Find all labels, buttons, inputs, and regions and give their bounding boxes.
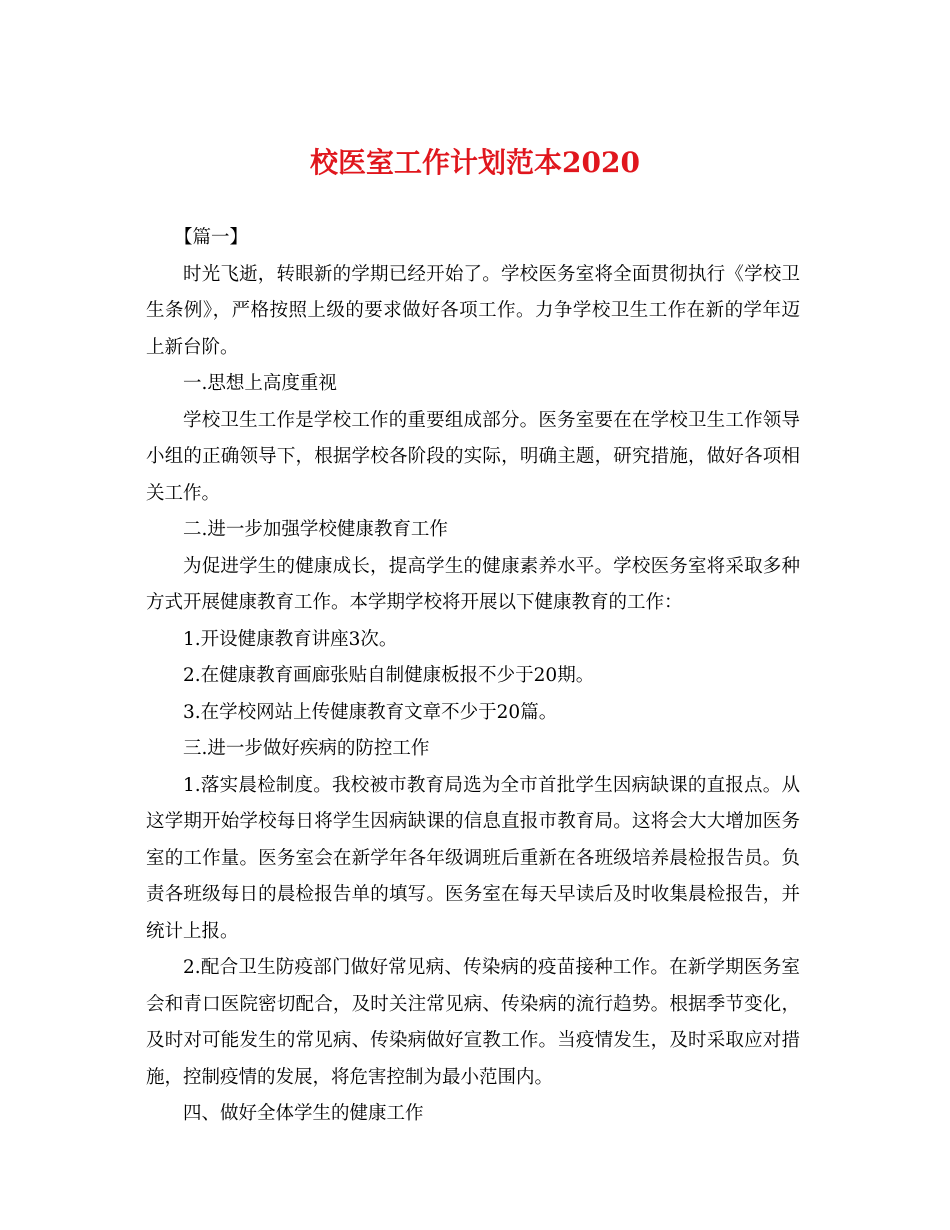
heading-2: 二.进一步加强学校健康教育工作 <box>183 519 448 540</box>
paragraph: 时光飞逝，转眼新的学期已经开始了。学校医务室将全面贯彻执行《学校卫生条例》，严格按照上级的要求做好各项工作。力争学校卫生工作在新的学年迈上新台阶。 <box>146 263 800 358</box>
list-item: 2.在健康教育画廊张贴自制健康板报不少于20期。 <box>183 665 595 686</box>
heading-1: 一.思想上高度重视 <box>183 373 337 394</box>
document-body <box>146 220 800 1133</box>
heading-4: 四、做好全体学生的健康工作 <box>183 1103 424 1124</box>
paragraph: 2.配合卫生防疫部门做好常见病、传染病的疫苗接种工作。在新学期医务室会和青口医院密切配合，及时关注常见病、传染病的流行趋势。根据季节变化，及时对可能发生的常见病、传染病做好宣教工作。当疫情发生，及时采取应对措施，控制疫情的发展，将危害控制为最小范围内。 <box>146 957 800 1088</box>
paragraph: 1.落实晨检制度。我校被市教育局选为全市首批学生因病缺课的直报点。从这学期开始学校每日将学生因病缺课的信息直报市教育局。这将会大大增加医务室的工作量。医务室会在新学年各年级调班后重新在各班级培养晨检报告员。负责各班级每日的晨检报告单的填写。医务室在每天早读后及时收集晨检报告，并统计上报。 <box>146 774 800 942</box>
paragraph: 学校卫生工作是学校工作的重要组成部分。医务室要在在学校卫生工作领导小组的正确领导下，根据学校各阶段的实际，明确主题，研究措施，做好各项相关工作。 <box>146 409 800 504</box>
list-item: 3.在学校网站上传健康教育文章不少于20篇。 <box>183 701 558 723</box>
paragraph: 为促进学生的健康成长，提高学生的健康素养水平。学校医务室将采取多种方式开展健康教育工作。本学期学校将开展以下健康教育的工作： <box>146 555 800 613</box>
list-item: 1.开设健康教育讲座3次。 <box>183 628 398 650</box>
section-label: 【篇一】 <box>174 227 249 248</box>
heading-3: 三.进一步做好疾病的防控工作 <box>183 738 430 759</box>
document-title: 校医室工作计划范本2020 <box>310 146 640 179</box>
